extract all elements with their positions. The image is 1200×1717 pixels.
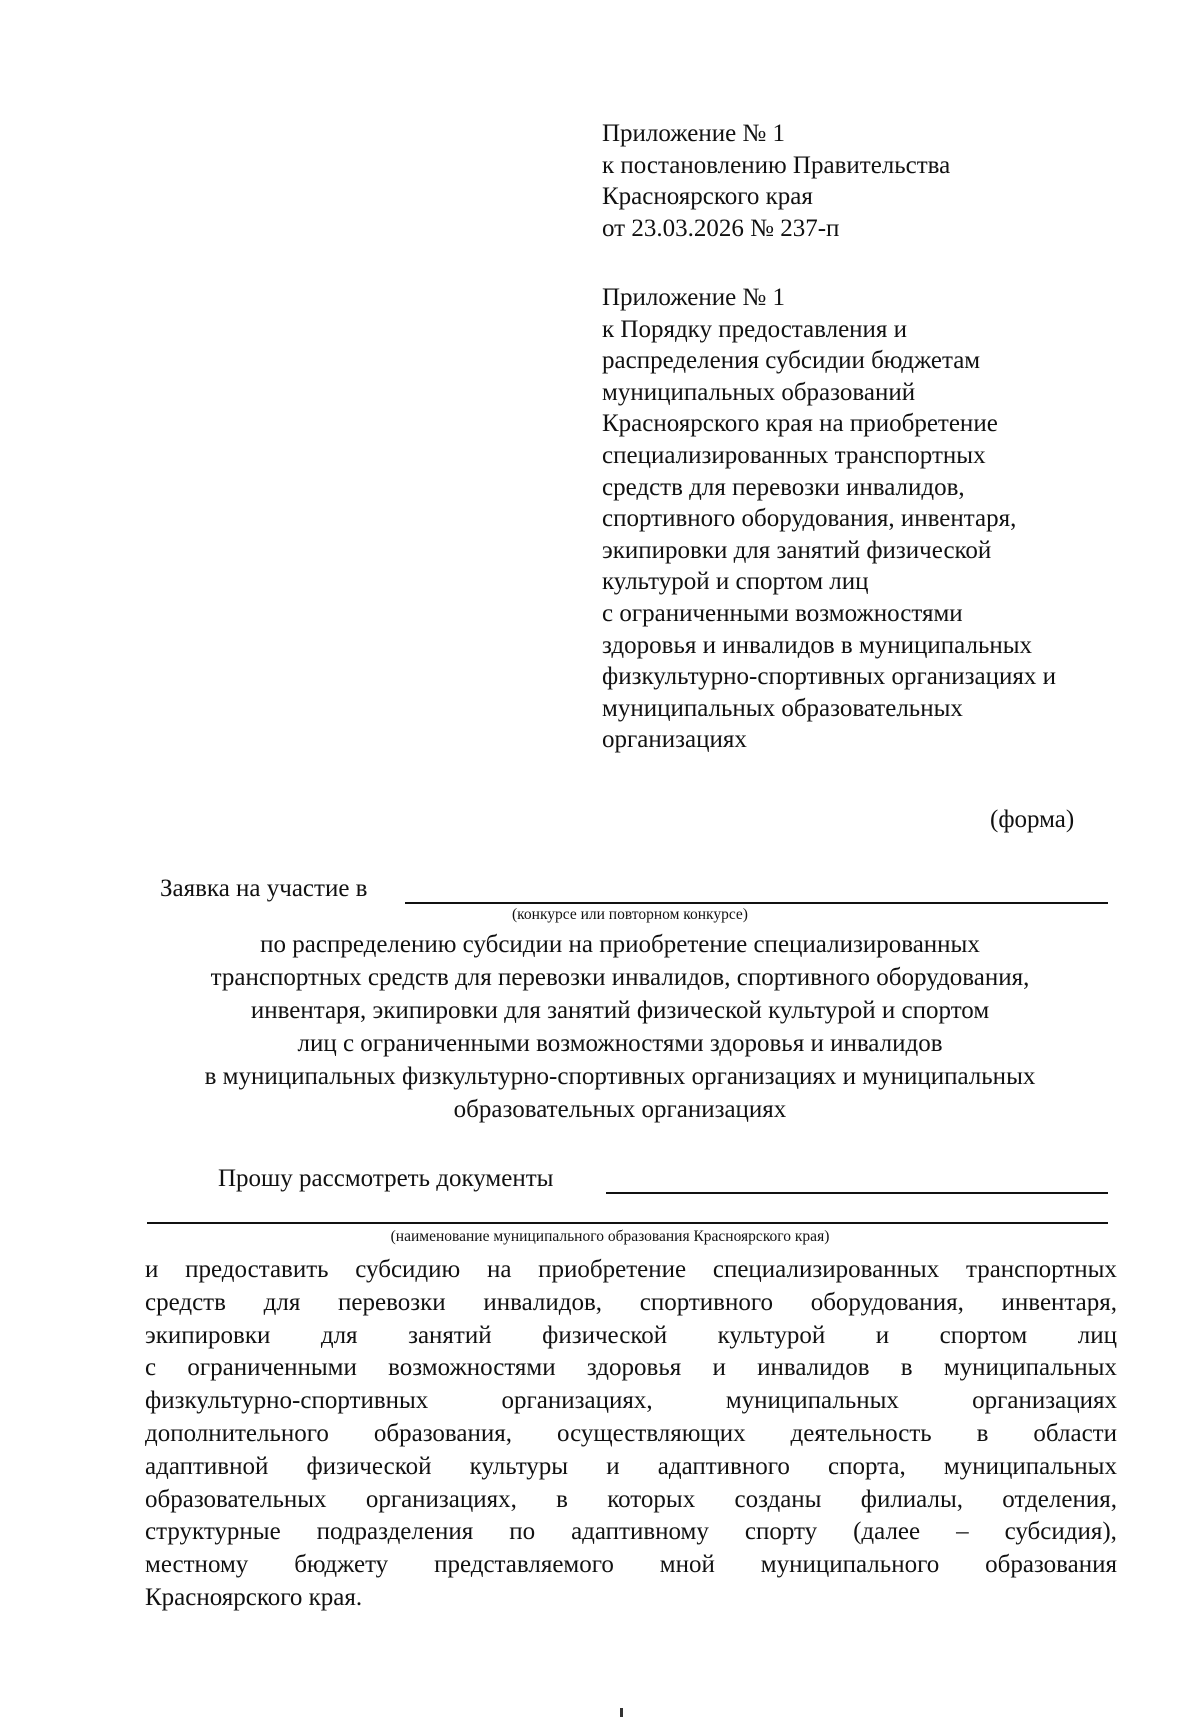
appendix-line: от 23.03.2026 № 237-п	[602, 214, 840, 242]
appendix-line: к Порядку предоставления и	[602, 315, 908, 343]
appendix-line: Красноярского края	[602, 183, 813, 210]
appendix-resolution-header	[602, 118, 1122, 244]
body-word: культуры	[469, 1452, 569, 1480]
body-word: для	[320, 1321, 358, 1349]
application-title	[140, 928, 1100, 1126]
body-word: на	[486, 1256, 512, 1283]
body-line	[145, 1385, 1117, 1418]
body-word: муниципального	[760, 1551, 940, 1579]
title-line: в муниципальных физкультурно-спортивных организациях и муниципальных	[204, 1063, 1036, 1090]
body-word: ограниченными	[187, 1354, 357, 1382]
body-word: инвалидов	[757, 1354, 870, 1382]
body-word: приобретение	[538, 1256, 687, 1283]
appendix-line: муниципальных образований	[602, 378, 916, 406]
body-word: субсидия),	[1004, 1518, 1117, 1546]
body-line	[145, 1516, 1117, 1549]
body-line	[145, 1352, 1117, 1385]
body-word: бюджету	[294, 1551, 389, 1579]
appendix-line: организациях	[602, 726, 747, 754]
title-line: по распределению субсидии на приобретение специализированных	[260, 931, 980, 958]
body-word: деятельность	[790, 1419, 932, 1447]
body-word: и	[712, 1354, 726, 1382]
body-line	[145, 1254, 1117, 1287]
body-word: организациях,	[501, 1387, 653, 1415]
body-word: средств	[145, 1288, 226, 1316]
body-word: адаптивному	[571, 1518, 709, 1546]
body-word: образования	[985, 1551, 1117, 1579]
application-lead: Заявка на участие в	[160, 875, 368, 902]
body-word: –	[956, 1518, 969, 1546]
appendix-line: распределения субсидии бюджетам	[602, 347, 981, 375]
body-word: спорту	[744, 1518, 818, 1546]
body-word: в	[900, 1354, 913, 1382]
contest-type-field[interactable]	[405, 902, 1108, 904]
body-word: муниципальных	[725, 1387, 899, 1415]
appendix-line: Приложение № 1	[602, 120, 786, 147]
body-word: дополнительного	[145, 1419, 329, 1447]
body-word: предоставить	[185, 1256, 329, 1283]
body-word: физической	[306, 1452, 432, 1480]
body-word: подразделения	[316, 1518, 474, 1546]
body-word: осуществляющих	[556, 1419, 746, 1447]
body-word: структурные	[145, 1518, 281, 1546]
body-word: специализированных	[712, 1256, 940, 1283]
body-word: оборудования,	[810, 1288, 964, 1316]
title-line: инвентаря, экипировки для занятий физической культурой и спортом	[250, 997, 990, 1024]
appendix-line: средств для перевозки инвалидов,	[602, 473, 965, 501]
body-word: адаптивного	[657, 1452, 790, 1480]
body-word: филиалы,	[860, 1485, 964, 1513]
title-line: транспортных средств для перевозки инвалидов, спортивного оборудования,	[210, 964, 1030, 991]
body-word: мной	[659, 1551, 715, 1579]
body-line	[145, 1484, 1117, 1517]
appendix-line: здоровья и инвалидов в муниципальных	[602, 631, 1033, 659]
appendix-line: культурой и спортом лиц	[602, 568, 869, 596]
body-word: муниципальных	[943, 1452, 1117, 1480]
body-word: субсидию	[355, 1256, 461, 1283]
body-word: экипировки	[145, 1321, 271, 1349]
appendix-line: муниципальных образовательных	[602, 694, 963, 722]
body-word: по	[509, 1518, 536, 1546]
body-word: для	[263, 1288, 301, 1316]
body-line: Красноярского края.	[145, 1583, 363, 1611]
request-body-paragraph	[145, 1254, 1117, 1615]
municipality-hint: (наименование муниципального образования Красноярского края)	[390, 1228, 830, 1245]
body-word: возможностями	[388, 1354, 556, 1382]
body-word: спортом	[939, 1321, 1028, 1349]
contest-type-hint: (конкурсе или повторном конкурсе)	[512, 906, 748, 923]
request-lead: Прошу рассмотреть документы	[218, 1165, 554, 1192]
body-word: местному	[145, 1551, 249, 1579]
body-word: перевозки	[338, 1288, 446, 1316]
title-line: образовательных организациях	[453, 1096, 787, 1123]
body-word: инвалидов,	[483, 1288, 603, 1316]
body-word: инвентаря,	[1001, 1288, 1117, 1316]
municipality-field[interactable]	[606, 1192, 1108, 1194]
body-word: здоровья	[586, 1354, 682, 1382]
body-word: отделения,	[1002, 1485, 1117, 1513]
appendix-line: Красноярского края на приобретение	[602, 410, 998, 438]
body-word: и	[145, 1256, 159, 1283]
body-word: занятий	[408, 1321, 492, 1349]
body-word: физической	[542, 1321, 668, 1349]
body-line	[145, 1320, 1117, 1353]
body-word: организациях,	[365, 1485, 517, 1513]
body-word: области	[1033, 1419, 1117, 1447]
body-word: адаптивной	[145, 1452, 269, 1480]
form-label: (форма)	[990, 806, 1075, 833]
body-word: транспортных	[965, 1256, 1117, 1283]
body-word: физкультурно-спортивных	[145, 1387, 429, 1415]
body-word: муниципальных	[943, 1354, 1117, 1382]
body-word: которых	[607, 1485, 696, 1513]
body-line	[145, 1418, 1117, 1451]
body-word: созданы	[734, 1485, 822, 1513]
body-line	[145, 1287, 1117, 1320]
body-word: и	[606, 1452, 620, 1480]
body-word: в	[556, 1485, 568, 1513]
body-word: образовательных	[145, 1485, 327, 1513]
body-word: и	[875, 1321, 890, 1349]
body-word: культурой	[717, 1321, 826, 1349]
body-line	[145, 1549, 1117, 1582]
body-word: лиц	[1077, 1321, 1117, 1349]
body-line	[145, 1451, 1117, 1484]
page-number-mark	[620, 1708, 623, 1717]
appendix-line: Приложение № 1	[602, 284, 786, 311]
appendix-line: с ограниченными возможностями	[602, 599, 963, 627]
body-word: организациях	[972, 1387, 1117, 1415]
appendix-line: к постановлению Правительства	[602, 151, 951, 179]
title-line: лиц с ограниченными возможностями здоровья и инвалидов	[297, 1030, 943, 1057]
body-word: в	[976, 1419, 989, 1447]
body-word: с	[145, 1354, 157, 1382]
body-word: спорта,	[828, 1452, 906, 1480]
body-word: образования,	[373, 1419, 512, 1447]
body-word: спортивного	[639, 1288, 773, 1316]
appendix-line: специализированных транспортных	[602, 441, 986, 469]
body-word: (далее	[853, 1518, 921, 1546]
appendix-line: спортивного оборудования, инвентаря,	[602, 505, 1017, 533]
body-word: представляемого	[434, 1551, 614, 1579]
appendix-line: физкультурно-спортивных организациях и	[602, 663, 1057, 691]
appendix-line: экипировки для занятий физической	[602, 536, 992, 564]
municipality-field-continuation[interactable]	[147, 1222, 1108, 1224]
appendix-procedure-header	[602, 282, 1122, 756]
